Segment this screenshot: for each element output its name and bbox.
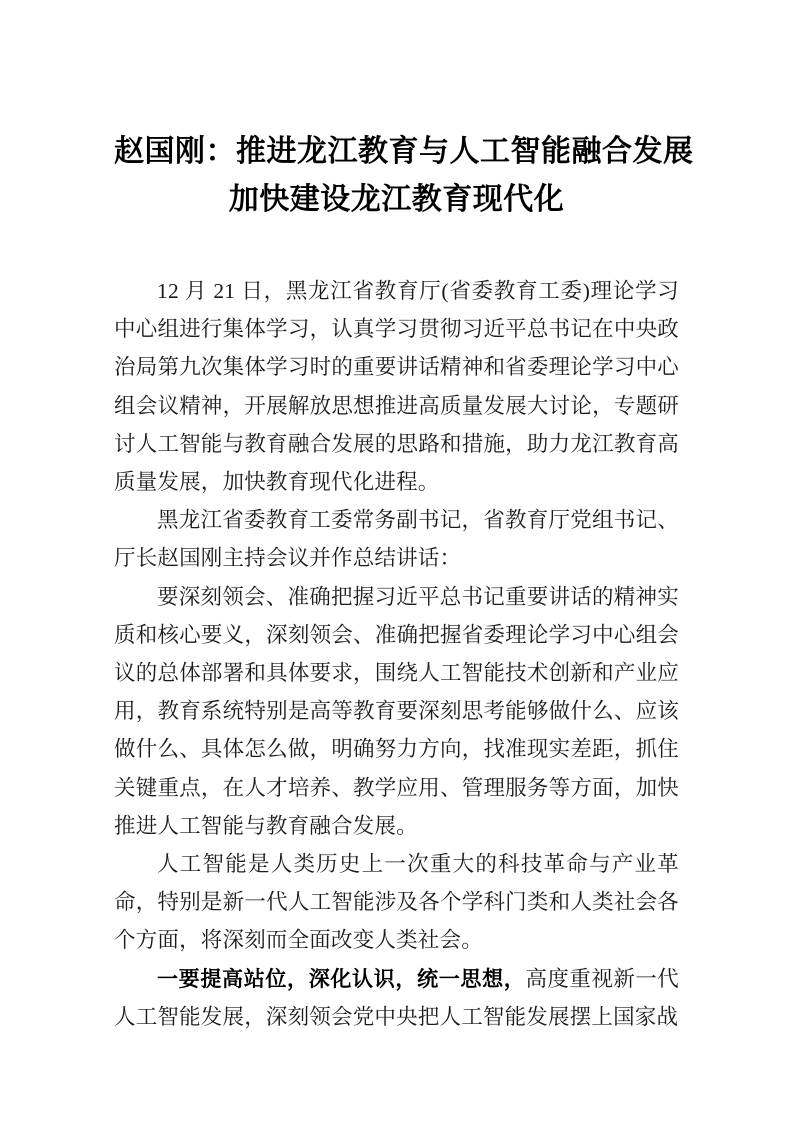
paragraph-5-text: 高度重视新一代人工智能发展，深刻领会党中央把人工智能发展摆上国家战 <box>114 966 679 1029</box>
paragraph-4: 人工智能是人类历史上一次重大的科技革命与产业革命，特别是新一代人工智能涉及各个学科门类和人类社会各个方面，将深刻而全面改变人类社会。 <box>114 852 679 953</box>
paragraph-5 <box>114 960 679 1036</box>
page-title <box>114 128 694 224</box>
paragraph-5-bold-lead: 一要提高站位，深化认识，统一思想， <box>157 966 526 991</box>
title-line-2: 加快建设龙江教育现代化 <box>228 183 565 216</box>
paragraph-3: 要深刻领会、准确把握习近平总书记重要讲话的精神实质和核心要义，深刻领会、准确把握省委理论学习中心组会议的总体部署和具体要求，围绕人工智能技术创新和产业应用，教育系统特别是高等教育要深刻思考能够做什么、应该做什么、具体怎么做，明确努力方向，找准现实差距，抓住关键重点，在人才培养、教学应用、管理服务等方面，加快推进人工智能与教育融合发展。 <box>114 584 679 838</box>
title-line-1: 赵国刚：推进龙江教育与人工智能融合发展 <box>114 135 694 168</box>
paragraph-2: 黑龙江省委教育工委常务副书记，省教育厅党组书记、厅长赵国刚主持会议并作总结讲话： <box>114 508 679 571</box>
paragraph-1: 12 月 21 日，黑龙江省教育厅(省委教育工委)理论学习中心组进行集体学习，认真学习贯彻习近平总书记在中央政治局第九次集体学习时的重要讲话精神和省委理论学习中心组会议精神，开展解放思想推进高质量发展大讨论，专题研讨人工智能与教育融合发展的思路和措施，助力龙江教育高质量发展，加快教育现代化进程。 <box>114 279 679 495</box>
document-body <box>114 128 694 1036</box>
paragraph-container <box>114 272 679 1036</box>
